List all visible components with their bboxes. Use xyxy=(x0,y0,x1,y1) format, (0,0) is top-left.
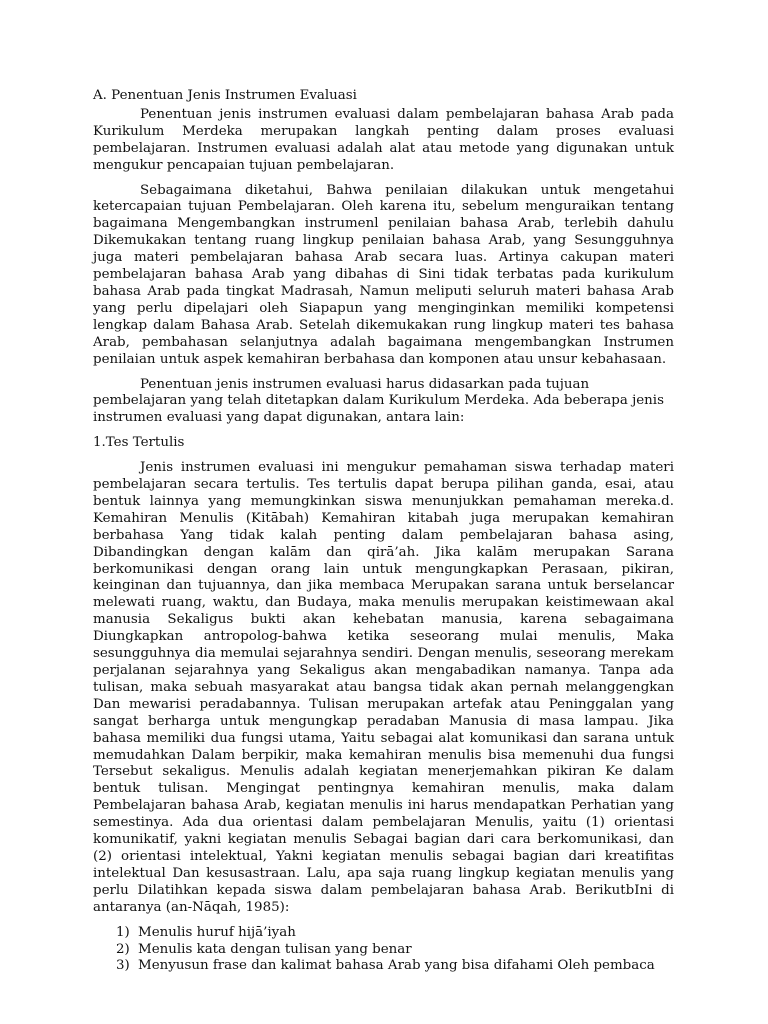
section-heading: A. Penentuan Jenis Instrumen Evaluasi xyxy=(93,88,357,103)
paragraph-types: Penentuan jenis instrumen evaluasi harus didasarkan pada tujuan pembelajaran yang telah ditetapkan dalam Kurikulum Merdeka. Ada beberapa jenis instrumen evaluasi yang dapat digunakan, antara lain: xyxy=(93,376,664,426)
subsection-heading: 1.Tes Tertulis xyxy=(93,435,185,451)
list-item-number: 1) xyxy=(116,924,130,940)
list-item xyxy=(93,958,674,975)
list-item-text: Menyusun frase dan kalimat bahasa Arab yang bisa difahami Oleh pembaca xyxy=(138,958,655,974)
list-item-number: 3) xyxy=(116,958,130,974)
paragraph-written-test: Jenis instrumen evaluasi ini mengukur pemahaman siswa terhadap materi pembelajaran secara tertulis. Tes tertulis dapat berupa pilihan ganda, esai, atau bentuk lainnya yang memungkinkan siswa menunjukkan pemahaman mereka.d. Kemahiran Menulis (Kitābah) Kemahiran kitabah juga merupakan kemahiran berbahasa Yang tidak kalah penting dalam pembelajaran bahasa asing, Dibandingkan dengan kalām dan qirā’ah. Jika kalām merupakan Sarana berkomunikasi dengan orang lain untuk mengungkapkan Perasaan, pikiran, keinginan dan tujuannya, dan jika membaca Merupakan sarana untuk berselancar melewati ruang, waktu, dan Budaya, maka menulis merupakan keistimewaan akal manusia Sekaligus bukti akan kehebatan manusia, karena sebagaimana Diungkapkan antropolog-bahwa ketika seseorang mulai menulis, Maka sesungguhnya dia memulai sejarahnya sendiri. Dengan menulis, seseorang merekam perjalanan sejarahnya yang Sekaligus akan mengabadikan namanya. Tanpa ada tulisan, maka sebuah masyarakat atau bangsa tidak akan pernah melanggengkan Dan mewarisi peradabannya. Tulisan merupakan artefak atau Peninggalan yang sangat berharga untuk mengungkap peradaban Manusia di masa lampau. Jika bahasa memiliki dua fungsi utama, Yaitu sebagai alat komunikasi dan sarana untuk memudahkan Dalam berpikir, maka kemahiran menulis bisa memenuhi dua fungsi Tersebut sekaligus. Menulis adalah kegiatan menerjemahkan pikiran Ke dalam bentuk tulisan. Mengingat pentingnya kemahiran menulis, maka dalam Pembelajaran bahasa Arab, kegiatan menulis ini harus mendapatkan Perhatian yang semestinya. Ada dua orientasi dalam pembelajaran Menulis, yaitu (1) orientasi komunikatif, yakni kegiatan menulis Sebagai bagian dari cara berkomunikasi, dan (2) orientasi intelektual, Yakni kegiatan menulis sebagai bagian dari kreatifitas intelektual Dan kesusastraan. Lalu, apa saja ruang lingkup kegiatan menulis yang perlu Dilatihkan kepada siswa dalam pembelajaran bahasa Arab. BerikutbIni di antaranya (an-Nāqah, 1985): xyxy=(93,460,674,915)
list-item xyxy=(93,925,674,942)
list-item xyxy=(93,942,674,959)
writing-scope-list xyxy=(93,925,674,976)
list-item-text: Menulis kata dengan tulisan yang benar xyxy=(138,941,412,957)
paragraph-scope: Sebagaimana diketahui, Bahwa penilaian dilakukan untuk mengetahui ketercapaian tujuan Pembelajaran. Oleh karena itu, sebelum menguraikan tentang bagaimana Mengembangkan instrumenl penilaian bahasa Arab, terlebih dahulu Dikemukakan tentang ruang lingkup penilaian bahasa Arab, yang Sesungguhnya juga materi pembelajaran bahasa Arab secara luas. Artinya cakupan materi pembelajaran bahasa Arab yang dibahas di Sini tidak terbatas pada kurikulum bahasa Arab pada tingkat Madrasah, Namun meliputi seluruh materi bahasa Arab yang perlu dipelajari oleh Siapapun yang menginginkan memiliki kompetensi lengkap dalam Bahasa Arab. Setelah dikemukakan rung lingkup materi tes bahasa Arab, pembahasan selanjutnya adalah bagaimana mengembangkan Instrumen penilaian untuk aspek kemahiran berbahasa dan komponen atau unsur kebahasaan. xyxy=(93,182,674,367)
paragraph-intro: Penentuan jenis instrumen evaluasi dalam pembelajaran bahasa Arab pada Kurikulum Merdeka merupakan langkah penting dalam proses evaluasi pembelajaran. Instrumen evaluasi adalah alat atau metode yang digunakan untuk mengukur pencapaian tujuan pembelajaran. xyxy=(93,106,674,173)
list-item-number: 2) xyxy=(116,941,130,957)
list-item-text: Menulis huruf hijā’iyah xyxy=(138,924,296,940)
